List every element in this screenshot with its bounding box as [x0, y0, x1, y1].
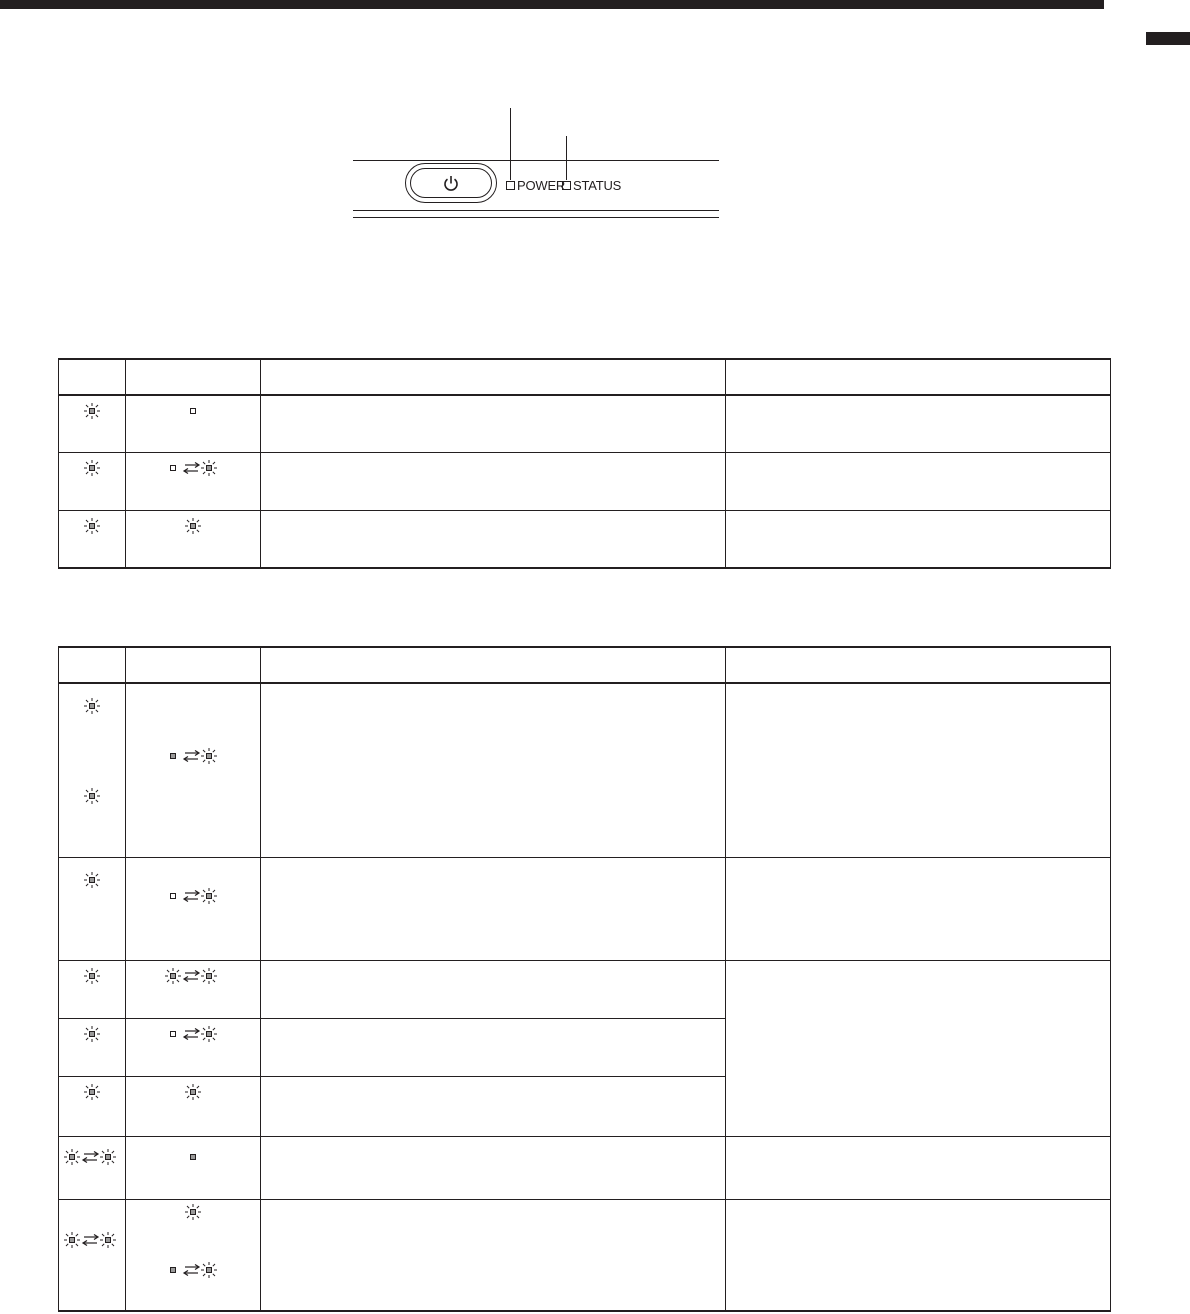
table-header-cell — [126, 647, 261, 683]
blinking-led-icon — [84, 460, 100, 476]
panel-top-edge — [353, 160, 719, 161]
table-header-row — [59, 359, 1111, 395]
alternating-led-icon — [64, 1232, 120, 1248]
blinking-led-icon — [185, 518, 201, 534]
indicator-table-1 — [58, 358, 1111, 569]
alternating-led-icon — [165, 1262, 221, 1278]
table-row — [59, 857, 1111, 960]
status-indicator-leader-line — [566, 136, 567, 180]
panel-bottom-edge-2 — [353, 217, 719, 218]
off-led-icon — [185, 403, 201, 419]
table-row — [59, 452, 1111, 510]
blinking-led-icon — [84, 518, 100, 534]
indicator-table-2 — [58, 646, 1111, 1312]
alternating-led-icon — [165, 888, 221, 904]
top-rule — [0, 0, 1104, 9]
power-indicator — [506, 178, 565, 193]
table-row — [59, 395, 1111, 452]
blinking-led-icon — [84, 403, 100, 419]
blinking-led-icon — [84, 1026, 100, 1042]
table-row — [59, 1136, 1111, 1199]
table-header-cell — [261, 647, 726, 683]
power-indicator-label: POWER — [517, 178, 566, 193]
table-row — [59, 1199, 1111, 1311]
alternating-led-icon — [64, 1149, 120, 1165]
blinking-led-icon — [84, 968, 100, 984]
blinking-led-icon — [84, 698, 100, 714]
alternating-led-icon — [165, 460, 221, 476]
alternating-led-icon — [165, 1026, 221, 1042]
table-header-cell — [726, 359, 1111, 395]
table-row — [59, 960, 1111, 1018]
table-row — [59, 683, 1111, 857]
lit-led-icon — [185, 1149, 201, 1165]
blinking-led-icon — [84, 1084, 100, 1100]
alternating-led-icon — [165, 748, 221, 764]
table-row — [59, 510, 1111, 568]
blinking-led-icon — [185, 1084, 201, 1100]
panel-bottom-edge-1 — [353, 210, 719, 211]
table-header-cell — [261, 359, 726, 395]
table-header-cell — [59, 359, 126, 395]
alternating-led-icon — [165, 968, 221, 984]
blinking-led-icon — [84, 788, 100, 804]
table-header-cell — [59, 647, 126, 683]
blinking-led-icon — [185, 1204, 201, 1220]
status-indicator — [562, 178, 621, 193]
power-indicator-leader-line — [510, 108, 511, 180]
power-icon — [443, 175, 459, 192]
control-panel-illustration — [353, 108, 721, 223]
status-indicator-label: STATUS — [573, 178, 622, 193]
table-header-cell — [726, 647, 1111, 683]
table-header-row — [59, 647, 1111, 683]
section-tab — [1146, 32, 1190, 45]
table-header-cell — [126, 359, 261, 395]
blinking-led-icon — [84, 872, 100, 888]
power-button — [405, 163, 497, 203]
power-led-icon — [506, 181, 515, 190]
status-led-icon — [562, 181, 571, 190]
